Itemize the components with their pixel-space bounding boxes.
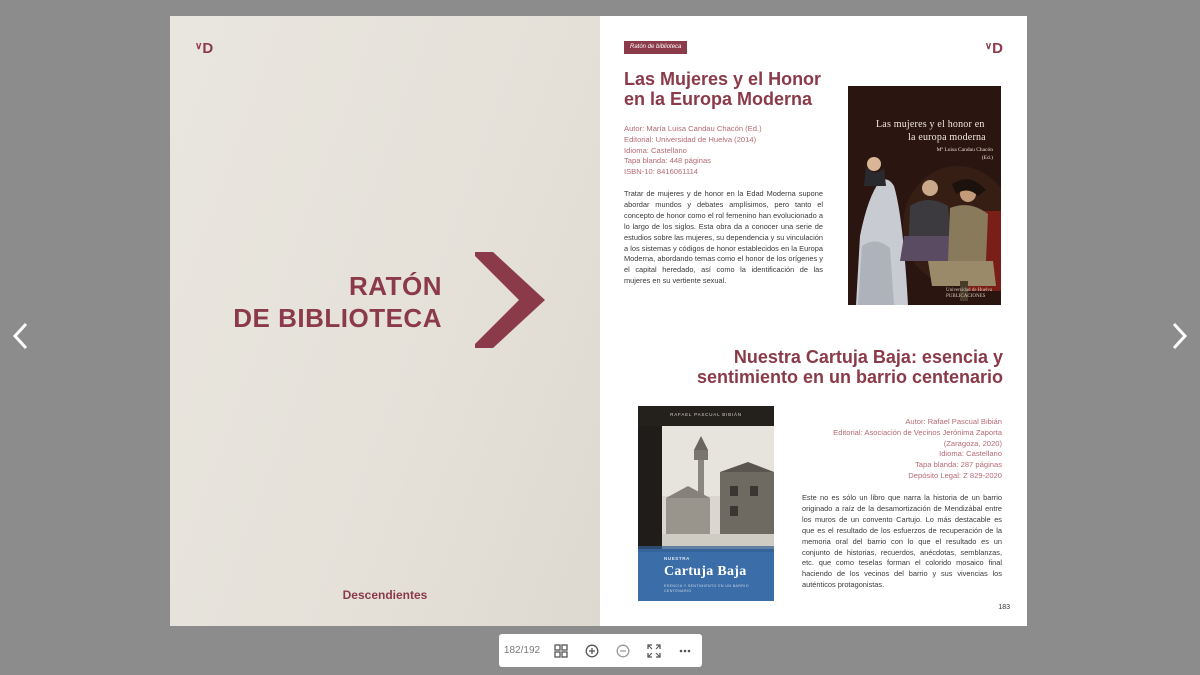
- magazine-brand: Descendientes: [342, 588, 428, 602]
- book-1-cover-author: [937, 146, 993, 162]
- book-1-details: [624, 124, 762, 178]
- book-2-legal-deposit: Depósito Legal: Z 829-2020: [908, 470, 1002, 480]
- book-1-isbn: ISBN-10: 8416061114: [624, 167, 699, 177]
- zoom-in-button[interactable]: [576, 634, 607, 667]
- chevron-left-icon: [10, 321, 32, 351]
- book-1-title-line-2: en la Europa Moderna: [624, 89, 813, 109]
- more-options-button[interactable]: [669, 634, 700, 667]
- book-2-cover: [638, 406, 774, 601]
- book-2-details: [797, 417, 1002, 482]
- book-1-pages: Tapa blanda: 448 páginas: [624, 156, 711, 166]
- next-page-button[interactable]: [1164, 318, 1194, 354]
- book-1-author: Autor: María Luisa Candau Chacón (Ed.): [624, 124, 762, 133]
- chevron-right-icon: [1168, 321, 1190, 351]
- section-title: [210, 270, 442, 334]
- book-1-cover-author-suffix: (Ed.): [981, 155, 993, 161]
- book-2-description: Este no es sólo un libro que narra la historia de un barrio originado a raíz de la desamortización de Mendizábal entre los muros de un convento Cartujo. Lo más destacable es que es el resultado de los esfuerzos de recuperación de la memoria oral del barrio con lo que el resultado es un conjunto de historias, recuerdos, anécdotas, semblanzas, etc. que como teselas forman el colorido mosaico final haciendo de los vecinos del barrio y sus vivencias los auténticos protagonistas.: [802, 493, 1002, 590]
- book-1-description: Tratar de mujeres y de honor en la Edad Moderna supone abordar mundos y debates amplísimos, pero tanto el concepto de honor como el rol femenino han evolucionado a lo largo de los siglos. Esta obra da a conocer una serie de estudios sobre las mujeres, su dependencia y su vinculación a los sistemas y códigos de honor establecidos en la Europa Moderna, abordando temas como el honor de los orígenes y el capital heredado, así como la identificación de las mujeres en su vertiente sexual.: [624, 189, 823, 286]
- book-2-author: Autor: Rafael Pascual Bibián: [905, 417, 1002, 426]
- book-1-language: Idioma: Castellano: [624, 145, 687, 155]
- right-page: [600, 16, 1027, 626]
- section-tag: Ratón de biblioteca: [624, 41, 687, 54]
- book-2-title-line-2: sentimiento en un barrio centenario: [696, 367, 1003, 387]
- book-2-cover-subtitle: NUESTRA: [664, 556, 690, 561]
- more-icon: [678, 644, 692, 658]
- book-1-cover-title-line-1: Las mujeres y el honor en: [876, 119, 985, 130]
- thumbnails-button[interactable]: [545, 634, 576, 667]
- page-number: 183: [998, 604, 1010, 611]
- book-1-cover-title-line-2: la europa moderna: [908, 132, 986, 143]
- section-title-line-2: DE BIBLIOTECA: [233, 303, 442, 333]
- magazine-logo: ∨D: [984, 40, 1002, 57]
- viewer-toolbar: [499, 634, 702, 667]
- fullscreen-icon: [647, 644, 661, 658]
- grid-icon: [554, 644, 568, 658]
- page-counter[interactable]: 182/192: [503, 645, 541, 656]
- magazine-logo: ∨D: [195, 40, 213, 57]
- book-1-cover-publisher-name: Universidad de Huelva: [946, 288, 993, 293]
- book-2-publisher: Editorial: Asociación de Vecinos Jerónima Zaporta (Zaragoza, 2020): [833, 427, 1002, 448]
- book-2-language: Idioma: Castellano: [939, 449, 1002, 459]
- book-1-cover-author-name: Mª Luisa Candau Chacón: [936, 147, 993, 153]
- book-1-cover-publisher-imprint: PUBLICACIONES: [946, 294, 986, 299]
- book-1-cover: [848, 86, 1001, 305]
- book-1-title-line-1: Las Mujeres y el Honor: [624, 69, 822, 89]
- book-2-title: [697, 347, 1003, 387]
- book-1-title: [624, 69, 821, 109]
- book-1-cover-title: [876, 118, 986, 144]
- section-title-line-1: RATÓN: [348, 271, 442, 301]
- previous-page-button[interactable]: [6, 318, 36, 354]
- left-page: [170, 16, 600, 626]
- book-2-title-line-1: Nuestra Cartuja Baja: esencia y: [733, 347, 1003, 367]
- book-1-cover-publisher: [946, 288, 992, 300]
- book-2-cover-tagline: ESENCIA Y SENTIMIENTO EN UN BARRIO CENTENARIO: [664, 584, 749, 593]
- fullscreen-button[interactable]: [638, 634, 669, 667]
- book-1-publisher: Editorial: Universidad de Huelva (2014): [624, 134, 757, 144]
- book-2-cover-title: Cartuja Baja: [664, 564, 747, 579]
- zoom-in-icon: [585, 644, 599, 658]
- book-2-cover-author: RAFAEL PASCUAL BIBIÁN: [670, 412, 742, 417]
- chevron-right-decorative-icon: [475, 252, 545, 348]
- zoom-out-button[interactable]: [607, 634, 638, 667]
- zoom-out-icon: [616, 644, 630, 658]
- book-2-pages: Tapa blanda: 287 páginas: [915, 460, 1002, 470]
